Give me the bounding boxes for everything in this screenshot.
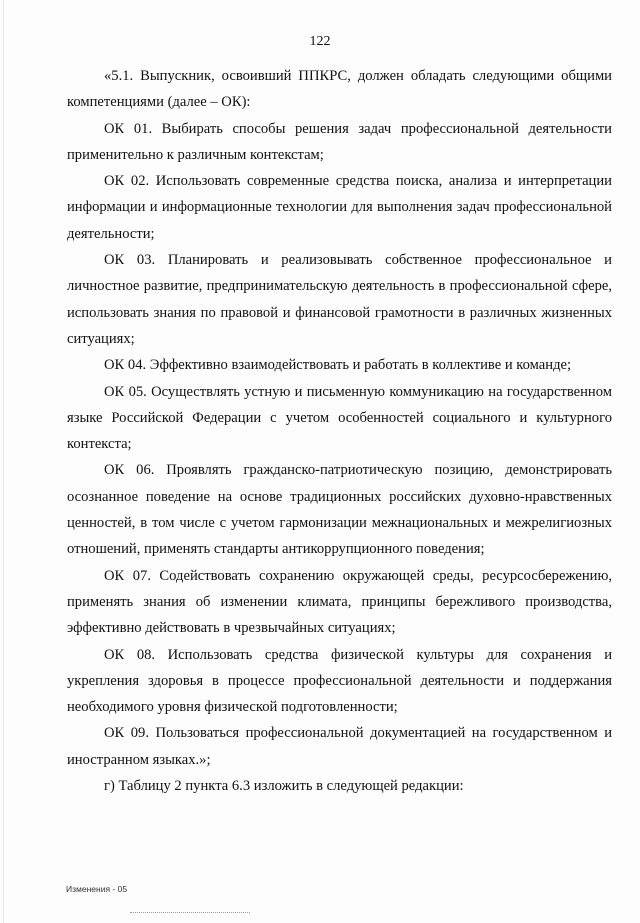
paragraph-intro: «5.1. Выпускник, освоивший ППКРС, должен обладать следующими общими компетенциями (далее – ОК):: [67, 68, 612, 111]
paragraph-ok-07: ОК 07. Содействовать сохранению окружающей среды, ресурсосбережению, применять знания об изменении климата, принципы бережливого производства, эффективно действовать в чрезвычайных ситуациях;: [67, 567, 612, 637]
page-number: 122: [309, 34, 331, 49]
scan-edge: [3, 0, 4, 923]
paragraph-table-instruction: г) Таблицу 2 пункта 6.3 изложить в следующей редакции:: [104, 778, 464, 795]
paragraph-ok-09: ОК 09. Пользоваться профессиональной документацией на государственном и иностранном языках.»;: [67, 725, 612, 768]
paragraph-ok-05: ОК 05. Осуществлять устную и письменную коммуникацию на государственном языке Российской Федерации с учетом особенностей социального и культурного контекста;: [67, 383, 612, 453]
footer-revision: Изменения - 05: [66, 884, 128, 894]
paragraph-ok-04: ОК 04. Эффективно взаимодействовать и работать в коллективе и команде;: [104, 357, 572, 374]
scan-artifact: [130, 912, 250, 915]
paragraph-ok-03: ОК 03. Планировать и реализовывать собственное профессиональное и личностное развитие, предпринимательскую деятельность в профессиональной сфере, использовать знания по правовой и финансовой грамотности в различных жизненных ситуациях;: [67, 252, 612, 347]
paragraph-ok-02: ОК 02. Использовать современные средства поиска, анализа и интерпретации информации и информационные технологии для выполнения задач профессиональной деятельности;: [67, 173, 612, 242]
paragraph-ok-01: ОК 01. Выбирать способы решения задач профессиональной деятельности применительно к различным контекстам;: [67, 120, 612, 163]
document-body: [67, 63, 612, 799]
paragraph-ok-06: ОК 06. Проявлять гражданско-патриотическую позицию, демонстрировать осознанное поведение на основе традиционных российских духовно-нравственных ценностей, в том числе с учетом гармонизации межнациональных и межрелигиозных отношений, применять стандарты антикоррупционного поведения;: [67, 462, 612, 558]
paragraph-ok-08: ОК 08. Использовать средства физической культуры для сохранения и укрепления здоровья в процессе профессиональной деятельности и поддержания необходимого уровня физической подготовленности;: [67, 646, 612, 716]
